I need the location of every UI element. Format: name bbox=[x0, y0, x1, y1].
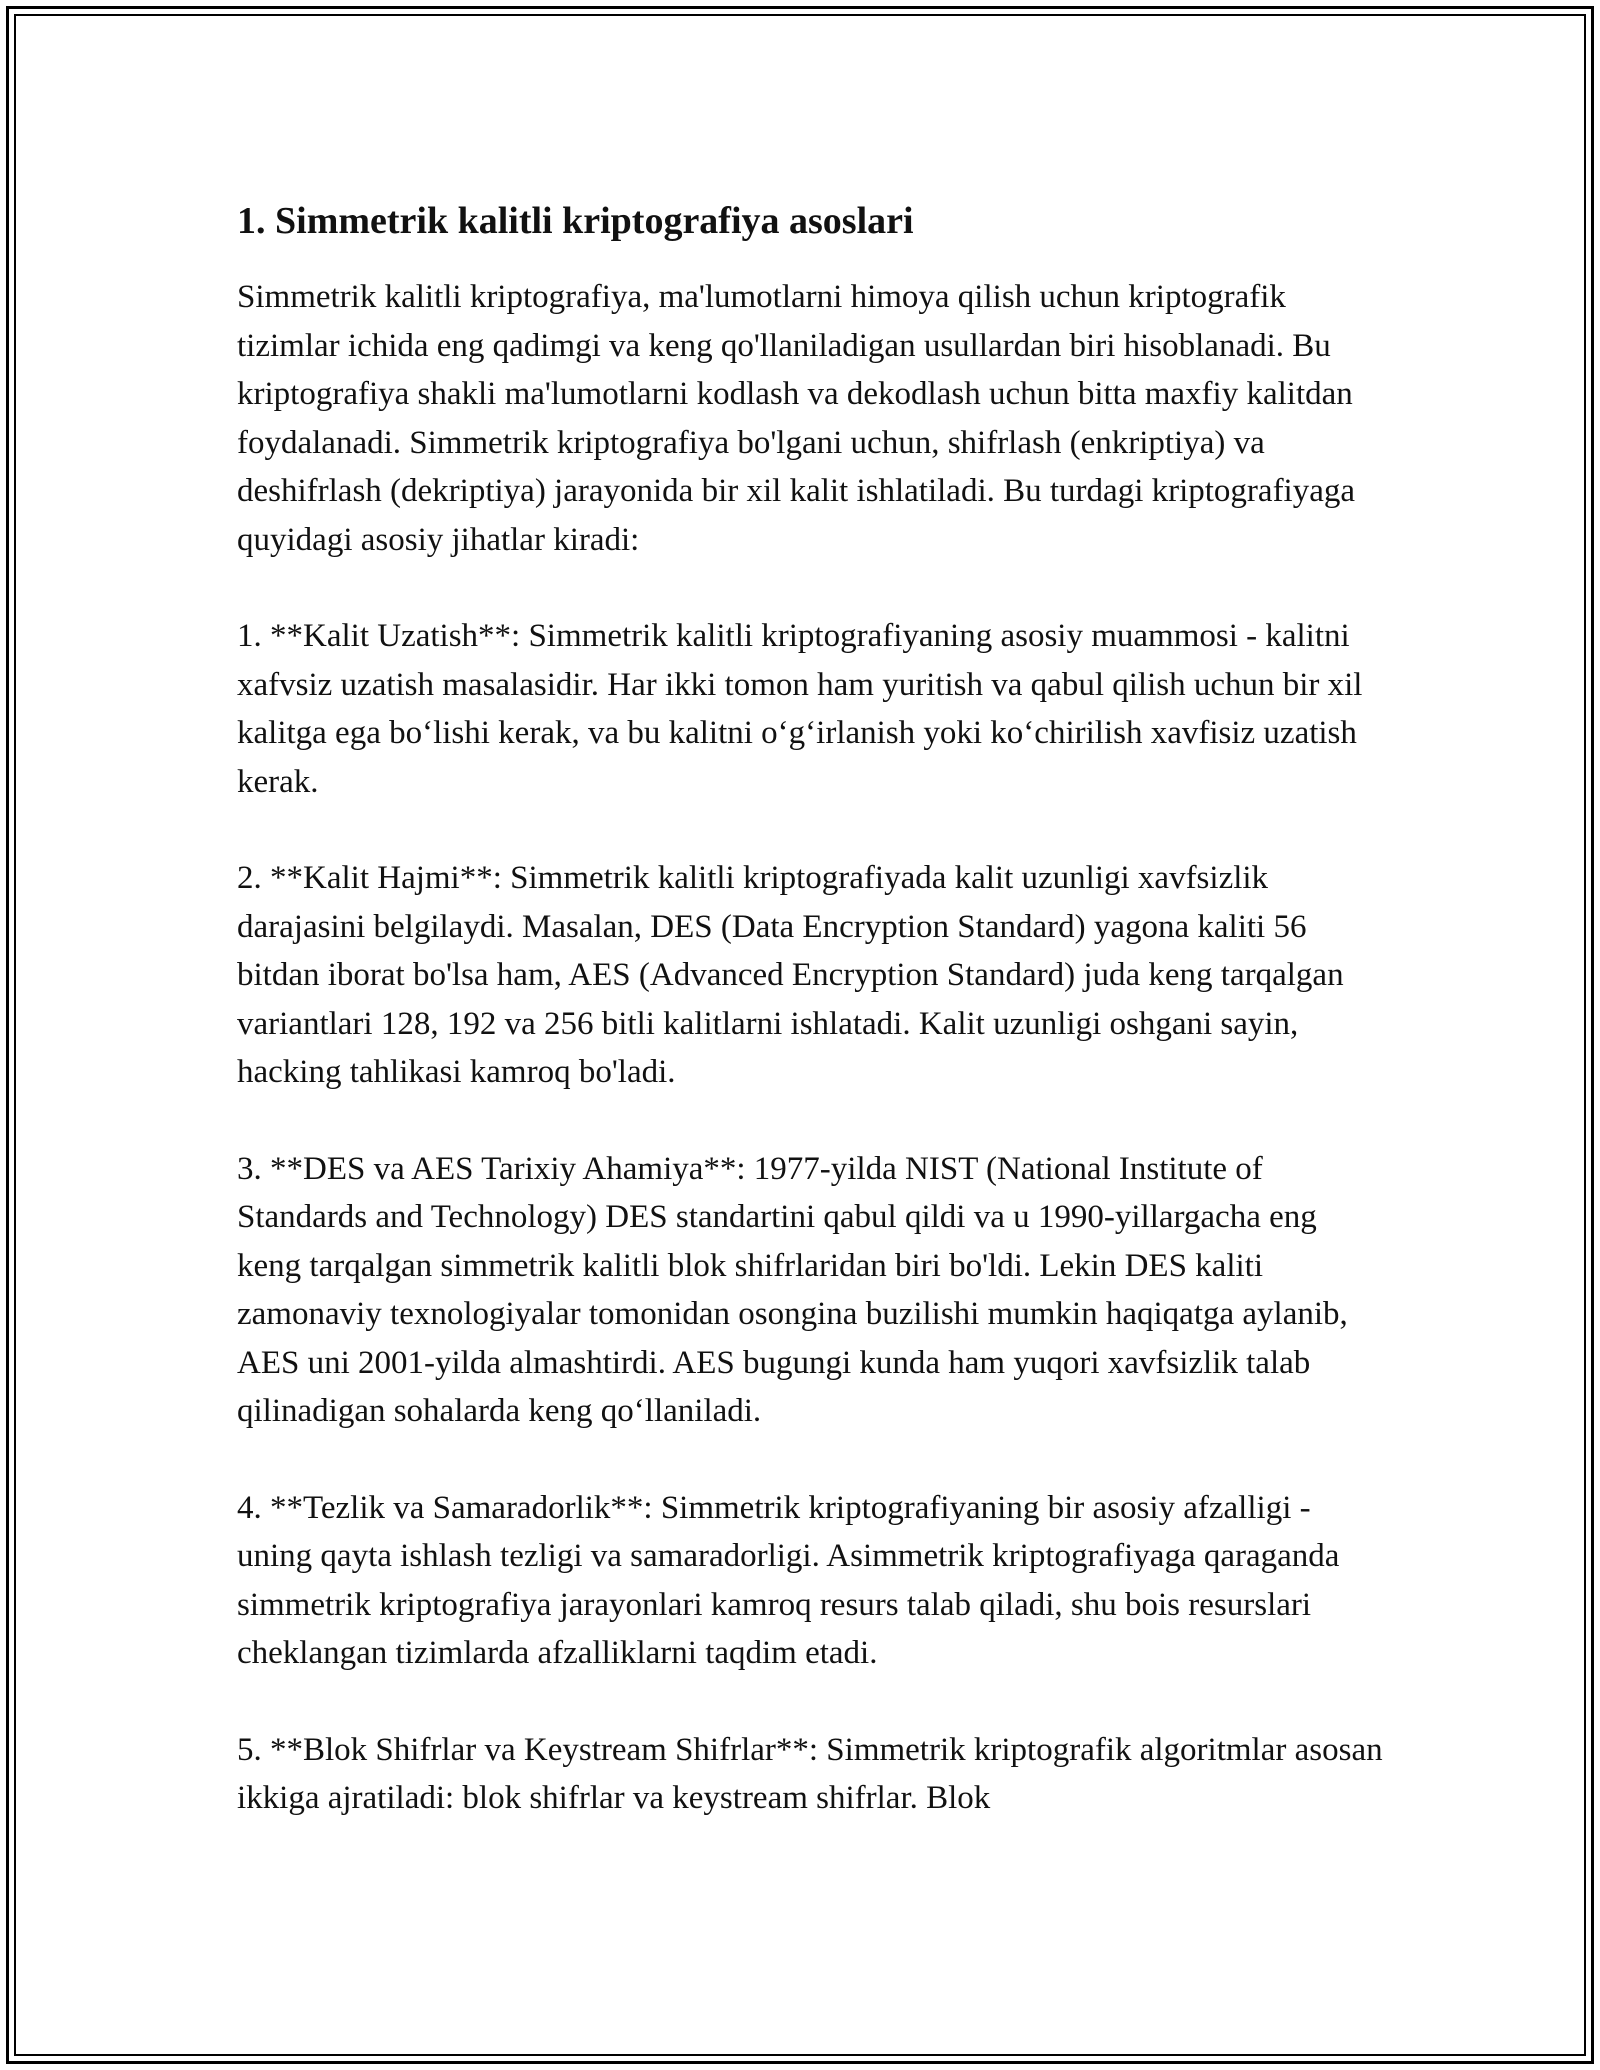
list-item-des-aes: 3. **DES va AES Tarixiy Ahamiya**: 1977-yilda NIST (National Institute of Standards and Technology) DES standartini qabul qildi va u 1990-yillargacha eng keng tarqalgan simmetrik kalitli blok shifrlaridan biri bo'ldi. Lekin DES kaliti zamonaviy texnologiyalar tomonidan osongina buzilishi mumkin haqiqatga aylanib, AES uni 2001-yilda almashtirdi. AES bugungi kunda ham yuqori xavfsizlik talab qilinadigan sohalarda keng qo‘llaniladi. bbox=[237, 1150, 1348, 1429]
document-body bbox=[237, 195, 1387, 1871]
list-item-tezlik: 4. **Tezlik va Samaradorlik**: Simmetrik kriptografiyaning bir asosiy afzalligi - uning qayta ishlash tezligi va samaradorligi. Asimmetrik kriptografiyaga qaraganda simmetrik kriptografiya jarayonlari kamroq resurs talab qiladi, shu bois resurslari cheklangan tizimlarda afzalliklarni taqdim etadi. bbox=[237, 1489, 1340, 1671]
intro-paragraph: Simmetrik kalitli kriptografiya, ma'lumotlarni himoya qilish uchun kriptografik tizimlar ichida eng qadimgi va keng qo'llaniladigan usullardan biri hisoblanadi. Bu kriptografiya shakli ma'lumotlarni kodlash va dekodlash uchun bitta maxfiy kalitdan foydalanadi. Simmetrik kriptografiya bo'lgani uchun, shifrlash (enkriptiya) va deshifrlash (dekriptiya) jarayonida bir xil kalit ishlatiladi. Bu turdagi kriptografiyaga quyidagi asosiy jihatlar kiradi: bbox=[237, 279, 1356, 558]
document-title: 1. Simmetrik kalitli kriptografiya asoslari bbox=[237, 200, 914, 242]
page-frame bbox=[6, 6, 1594, 2064]
list-item-kalit-hajmi: 2. **Kalit Hajmi**: Simmetrik kalitli kriptografiyada kalit uzunligi xavfsizlik darajasini belgilaydi. Masalan, DES (Data Encryption Standard) yagona kaliti 56 bitdan iborat bo'lsa ham, AES (Advanced Encryption Standard) juda keng tarqalgan variantlari 128, 192 va 256 bitli kalitlarni ishlatadi. Kalit uzunligi oshgani sayin, hacking tahlikasi kamroq bo'ladi. bbox=[237, 860, 1344, 1090]
list-item-blok-shifrlar: 5. **Blok Shifrlar va Keystream Shifrlar**: Simmetrik kriptografik algoritmlar asosan ikkiga ajratiladi: blok shifrlar va keystream shifrlar. Blok bbox=[237, 1731, 1383, 1816]
list-item-kalit-uzatish: 1. **Kalit Uzatish**: Simmetrik kalitli kriptografiyaning asosiy muammosi - kalitni xafvsiz uzatish masalasidir. Har ikki tomon ham yuritish va qabul qilish uchun bir xil kalitga ega bo‘lishi kerak, va bu kalitni o‘g‘irlanish yoki ko‘chirilish xavfisiz uzatish kerak. bbox=[237, 618, 1363, 800]
